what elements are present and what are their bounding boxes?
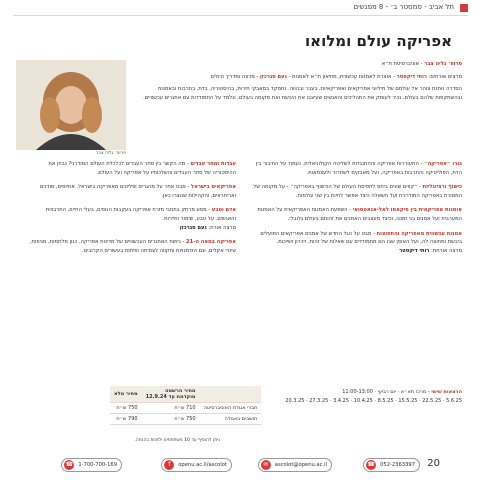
lecturer-label: מרצה אורחת: bbox=[429, 247, 462, 254]
lecture-item bbox=[24, 238, 236, 255]
lectures-left-column bbox=[24, 160, 236, 261]
guest-2-name: נעם סגרכזן bbox=[259, 73, 287, 80]
lecture-title: אפריקאים בישראל bbox=[190, 184, 236, 191]
lecture-item bbox=[24, 160, 236, 177]
lecturer-name: פרופ׳ גליה צבר bbox=[424, 61, 462, 67]
lecture-title: עבדות ומחר עבדים bbox=[190, 161, 236, 167]
lecture-body: - מה הקשר בין סחר העבדים לכלכלת העולם המודרני? נבחן את ההיסטוריה של סחר העבדים והשלכותיו על אפריקה ועל העולם. bbox=[48, 161, 236, 176]
price-cell: 750 ש״ח bbox=[142, 414, 200, 425]
lectures-right-column bbox=[250, 160, 462, 261]
lecturer-portrait-image bbox=[16, 60, 126, 150]
lecture-title: נגרו ״אפריקה״ bbox=[424, 161, 462, 167]
schedule-block bbox=[250, 388, 462, 406]
price-table-row bbox=[110, 403, 261, 414]
intro-paragraph: הסדרה נותנת צוהר אל עולמם של מיליוני אפריקאים ואפריקאיות, בעבר ובהווה. נתמקד במאבקי חירות, בהיסטוריה, בדת, בתרבות ובאמנות ובהשתקפות שלהם בעולם. נכיר לעומק את התהליכים והאנשים שעיצבו את היבשת ואת מקומה בעולם, ונלמד על התמודדות עם אתגרים עכשוויים. bbox=[143, 86, 462, 101]
price-cell: 710 ש״ח bbox=[142, 403, 200, 414]
price-cell: חברי אגודת האוניברסיטה bbox=[200, 403, 262, 414]
page-title-regular: עולם ומלואו bbox=[305, 32, 397, 50]
lecturer-name: נעם סגרכזן bbox=[179, 224, 207, 231]
lecture-item bbox=[24, 183, 236, 200]
lecturer-name: רותי דיקסטר bbox=[399, 247, 430, 254]
price-header-cell bbox=[200, 386, 262, 403]
schedule-label: הרצאות שישי bbox=[431, 389, 462, 395]
phone-number: 052-2363397 bbox=[380, 462, 415, 468]
lecture-body: - מבט אחר על מהגרים ופליטים מאפריקה בישראל, אתיופים, סודנים ואריתראים, והקהילות שנוצרו כאן. bbox=[39, 184, 236, 199]
phone-contact[interactable] bbox=[363, 458, 420, 472]
lecture-body: - התעוררות אפריקה וההתנגדות לשליטה הקולוניאלית. נעמוד על החיבור בין הדת, הפוליטיקה והתרבות באפריקה, ועל מאבקים לשחרור ולעצמאות. bbox=[255, 161, 462, 176]
phone-icon: ☎ bbox=[65, 461, 74, 468]
lecture-body: - השפעת האמנות האפריקאית על האמנות המערבית ועל אמנים בני זמננו, וכיצד מעצבים האמנים את זהותם בעולם גלובלי. bbox=[257, 207, 462, 222]
lecturer-label: מרצה אורח: bbox=[206, 224, 236, 231]
guests-label: מרצים אורחים: bbox=[427, 73, 462, 80]
page-footer bbox=[0, 458, 480, 480]
price-cell: 750 ש״ח bbox=[110, 403, 142, 414]
price-table bbox=[110, 386, 261, 425]
hotline-contact[interactable] bbox=[61, 458, 122, 472]
page-title-bold: אפריקה bbox=[396, 32, 452, 50]
email-address: ascolot@openu.ac.il bbox=[274, 462, 327, 468]
page-number: 20 bbox=[427, 458, 440, 469]
page-title bbox=[305, 32, 452, 50]
guest-2-desc: - מרצה ומדריך טיולים bbox=[210, 73, 260, 80]
guest-1-desc: - אוצרת לאמנות עכשווית, מוזיאון ת״א לאמנות - bbox=[286, 73, 397, 80]
schedule-dates: 5.6.25 · 22.5.25 · 15.5.25 · 8.5.25 · 10.4.25 · 3.4.25 · 27.3.25 · 20.3.25 bbox=[285, 398, 462, 404]
email-icon: ✉ bbox=[261, 460, 271, 470]
price-table-row bbox=[110, 414, 261, 425]
lecture-body: - ניתוח האתגרים העכשוויים של מדינות אפריקה, כגון מלחמות, מגיפות, שינויי אקלים, וגם הזדמנויות ותקווה לצמיחה ופיתוח בעשורים הקרובים. bbox=[29, 239, 236, 254]
lecture-title: אומנות אפריקאית בין פיקאסו לאל-אנאטסואי bbox=[352, 207, 462, 214]
lecture-body: - ״קווים שונים ביחס לתפיסת העולם של הכישוף באפריקה״ - על מקומה של המסורת באפריקה המודרנית ועל השאלה כיצד אפשר לחיות בין שני עולמות. bbox=[253, 184, 462, 199]
lecture-item bbox=[250, 160, 462, 177]
price-header-cell: מחיר הרשמה מוקדמת עד 12.9.24 bbox=[142, 386, 200, 403]
lecture-item bbox=[24, 206, 236, 232]
guest-1-name: רותי דיקסטר bbox=[396, 73, 428, 80]
phone-icon: ☎ bbox=[367, 461, 375, 468]
header-text: תל אביב - סמסטר ב׳ - 8 מפגשים bbox=[353, 3, 454, 11]
price-table-header-row bbox=[110, 386, 261, 403]
email-contact[interactable] bbox=[258, 458, 332, 472]
lecture-item bbox=[250, 183, 462, 200]
lecture-body: - מבט על הגל החדש של אמנים אפריקאים הפועלים ביבשת ומחוצה לה, ועל האופן שבו הם מתמודדים עם שאלות של זהות, זיכרון ושייכות. bbox=[260, 230, 462, 246]
lecture-item bbox=[250, 206, 462, 223]
schedule-line bbox=[250, 388, 462, 397]
lecturer-affiliation: - אוניברסיטת ת״א bbox=[381, 61, 425, 67]
price-cell: תושבים באגודה bbox=[200, 414, 262, 425]
schedule-place: - מרכז תא״א · יום רביעי · 11:00-13:00 bbox=[342, 389, 432, 395]
price-note: ניתן להוסיף עד 10 משתתפים ולזכות בהנחה. bbox=[134, 438, 220, 443]
price-cell: 790 ש״ח bbox=[110, 414, 142, 425]
hotline-number: 1-700-700-169 bbox=[78, 462, 117, 468]
price-header-cell: מחיר מלא bbox=[110, 386, 142, 403]
website-url: openu.ac.il/ascolot bbox=[178, 462, 227, 468]
lecture-item bbox=[250, 230, 462, 256]
facebook-icon: f bbox=[164, 460, 174, 470]
header-divider bbox=[13, 15, 468, 16]
page-header bbox=[0, 0, 480, 16]
lecture-title: אמנות עכשווית מאפריקה והתפוצות bbox=[376, 230, 462, 237]
lecture-title: כישוף ורציונליות bbox=[422, 184, 462, 191]
lecture-title: אפריקה במאה ה-21 bbox=[185, 239, 236, 246]
lecture-title: אדם וטבע bbox=[211, 207, 236, 214]
lecture-body: - מסע מרתק בתחבי מזרח אפריקה בעקבות הנופים, בעלי החיים, התרבויות והאנשים. על טבע, שימור ותיירות. bbox=[45, 207, 236, 222]
guests-line bbox=[134, 73, 462, 82]
lecturer-photo bbox=[16, 60, 126, 150]
intro-section bbox=[134, 60, 462, 106]
header-marker bbox=[460, 4, 468, 12]
photo-caption: פרופ׳ גליה צבר bbox=[95, 151, 126, 156]
lecturer-line bbox=[134, 60, 462, 69]
website-link[interactable] bbox=[161, 458, 232, 472]
